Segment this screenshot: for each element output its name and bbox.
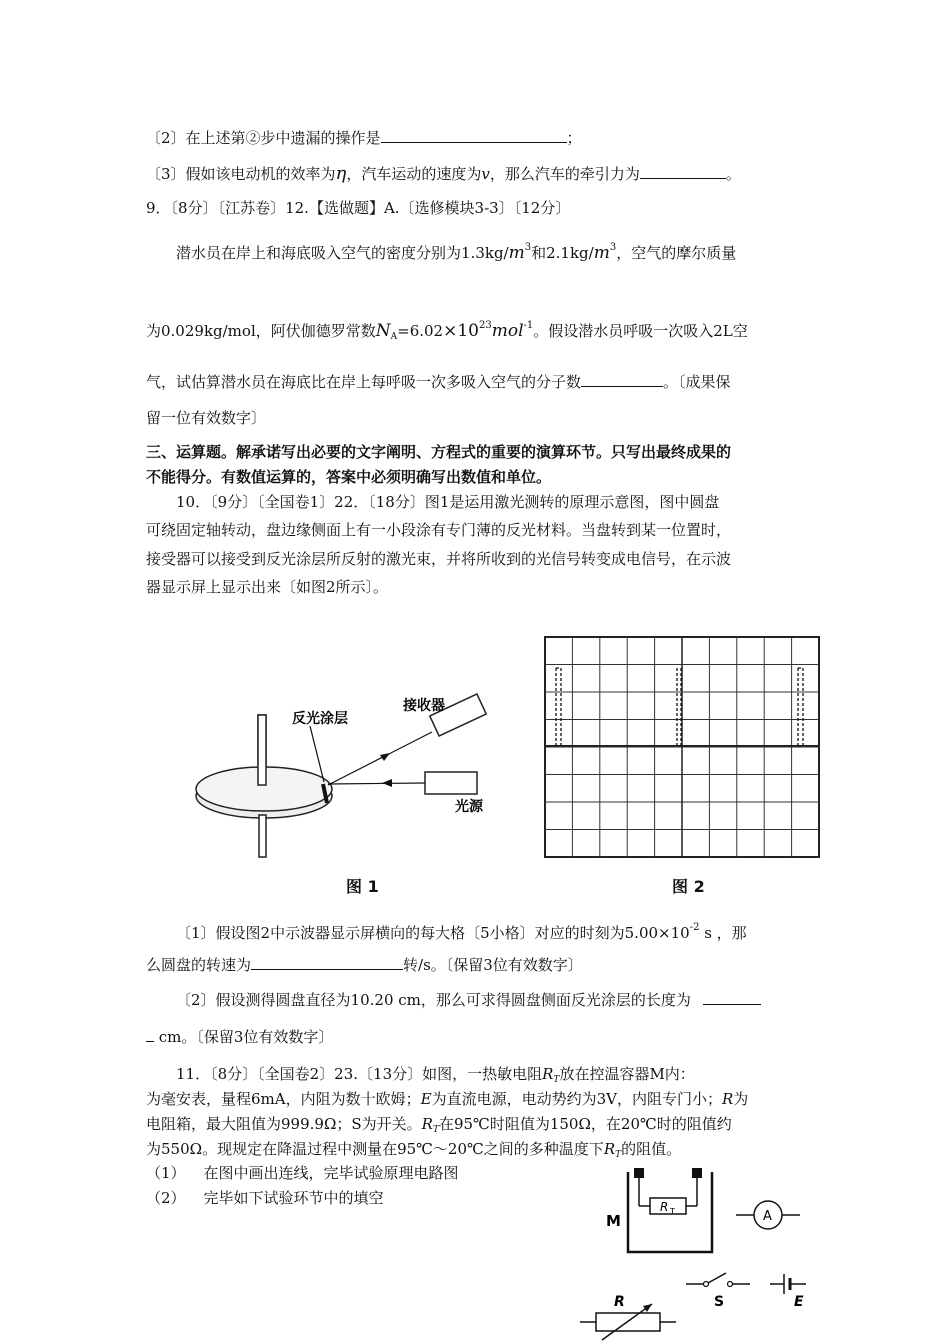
circuit-components-figure	[580, 1160, 820, 1344]
r-symbol: R	[721, 1090, 734, 1108]
label-a: A	[763, 1209, 772, 1224]
rt-symbol: R	[542, 1065, 554, 1083]
q9-line4: 留一位有效数字〕	[146, 409, 267, 427]
q10-line1: 10．〔9分〕〔全国卷1〕22．〔18分〕图1是运用激光测转的原理示意图，图中圆盘	[176, 493, 720, 511]
label-receiver: 接收器	[403, 698, 445, 714]
label-coating: 反光涂层	[292, 711, 348, 727]
q10-sub2	[176, 990, 761, 1010]
unit-mol-exp: -1	[523, 320, 534, 331]
q9-line2-a: 为0.029kg/mol，阿伏伽德罗常数	[146, 322, 376, 340]
q9-line3-end: 。〔成果保	[663, 373, 731, 391]
item2-num: （2）	[146, 1189, 186, 1207]
q8-part3-mid2: ，那么汽车的牵引力为	[489, 165, 640, 183]
axle-bottom	[259, 815, 266, 857]
q11-line4-b: 的阻值。	[621, 1140, 682, 1158]
label-rt: R	[660, 1200, 669, 1214]
q9-line1-c: ，空气的摩尔质量	[616, 244, 737, 262]
q11-line3-a: 电阻箱，最大阻值为999.9Ω；S为开关。	[146, 1115, 422, 1133]
item2-text: 完毕如下试验环节中的填空	[203, 1189, 384, 1207]
q10-sub1-cont	[146, 955, 583, 975]
q11-line4-a: 为550Ω。现规定在降温过程中测量在95℃～20℃之间的多种温度下	[146, 1140, 604, 1158]
q10-line2: 可绕固定轴转动，盘边缘侧面上有一小段涂有专门薄的反光材料。当盘转到某一位置时，	[146, 521, 732, 539]
v-symbol: v	[481, 165, 490, 183]
rotation-speed-blank[interactable]	[251, 955, 403, 970]
reflected-beam	[328, 732, 432, 785]
label-m: M	[606, 1212, 621, 1230]
label-e: E	[794, 1294, 804, 1310]
q11-line1	[176, 1064, 695, 1090]
q8-part3	[146, 164, 741, 184]
q11-line1-b: 放在控温容器M内：	[559, 1065, 695, 1083]
q10-sub2-cont	[146, 1027, 333, 1047]
q11-line3-b: 在95℃时阻值为150Ω，在20℃时的阻值约	[438, 1115, 732, 1133]
q10-sub1-a: 〔1〕假设图2中示波器显示屏横向的每大格〔5小格〕对应的时刻为5.00×10	[176, 924, 690, 942]
label-rt-sub: T	[670, 1207, 675, 1216]
switch-icon	[708, 1273, 726, 1283]
q8-part2-text: 〔2〕在上述第②步中遗漏的操作是	[146, 129, 381, 147]
q11-line3	[146, 1114, 732, 1140]
rt-symbol-2: R	[421, 1115, 433, 1133]
q9-header: 9．〔8分〕〔江苏卷〕12.【选做题】A.〔选修模块3-3〕〔12分〕	[146, 199, 571, 217]
figure1-laser-diagram	[170, 620, 530, 890]
label-source: 光源	[455, 799, 483, 815]
q8-part3-end: 。	[725, 165, 741, 183]
avogadro-symbol: N	[375, 321, 391, 341]
q9-line1-b: 和2.1kg/	[531, 244, 594, 262]
exponent-23: 23	[478, 320, 492, 331]
q8-part3-blank[interactable]	[640, 164, 726, 179]
times-ten: ×10	[443, 321, 479, 341]
unit-mol: mol	[491, 321, 524, 341]
q8-part2-blank[interactable]	[381, 128, 567, 143]
rt-sub-2: T	[432, 1125, 439, 1135]
q8-part2-end: ；	[566, 129, 582, 147]
figure1-caption: 图 1	[346, 877, 379, 896]
unit-m: m	[508, 243, 525, 263]
q10-sub2-a: 〔2〕假设测得圆盘直径为10.20 cm，那么可求得圆盘侧面反光涂层的长度为	[176, 991, 691, 1009]
eta-symbol: η	[335, 163, 347, 184]
section3-line1: 三、运算题。解承诺写出必要的文字阐明、方程式的重要的演算环节。只写出最终成果的	[146, 443, 732, 461]
avogadro-value: =6.02	[397, 322, 444, 340]
coating-length-blank-1[interactable]	[703, 990, 761, 1005]
q9-line1-a: 潜水员在岸上和海底吸入空气的密度分别为1.3kg/	[176, 244, 509, 262]
q10-sub1-d: 转/s。〔保留3位有效数字〕	[403, 956, 583, 974]
avogadro-sub: A	[390, 332, 398, 342]
light-source-box	[425, 772, 477, 794]
label-r: R	[614, 1294, 625, 1310]
rt-symbol-3: R	[603, 1140, 616, 1158]
q9-line1	[176, 238, 736, 263]
item1-text: 在图中画出连线，完毕试验原理电路图	[203, 1164, 459, 1182]
rt-sub: T	[553, 1075, 560, 1085]
q10-line4: 器显示屏上显示出来〔如图2所示〕。	[146, 578, 389, 596]
unit-exp-2: 3	[609, 242, 617, 253]
q11-line2-a: 为毫安表，量程6mA，内阻为数十欧姆；	[146, 1090, 421, 1108]
q11-line2-c: 为	[733, 1090, 749, 1108]
q9-line2-b: 。假设潜水员呼吸一次吸入2L空	[533, 322, 748, 340]
q9-answer-blank[interactable]	[581, 372, 663, 387]
e-symbol: E	[420, 1090, 432, 1108]
unit-m-2: m	[593, 243, 610, 263]
q11-line2-b: 为直流电源，电动势约为3V，内阻专门小；	[431, 1090, 722, 1108]
q10-sub1-c: 么圆盘的转速为	[146, 956, 252, 974]
q10-sub1-exp: -2	[689, 922, 700, 933]
coating-length-blank-2[interactable]	[146, 1027, 154, 1042]
incident-beam	[328, 783, 425, 784]
q8-part2	[146, 128, 582, 148]
label-s: S	[714, 1294, 725, 1310]
q11-line2	[146, 1089, 748, 1109]
q8-part3-text: 〔3〕假如该电动机的效率为	[146, 165, 336, 183]
q9-line3	[146, 372, 731, 392]
q10-sub1	[176, 918, 747, 943]
item1-num: （1）	[146, 1164, 186, 1182]
q10-line3: 接受器可以接受到反光涂层所反射的激光束，并将所收到的光信号转变成电信号，在示波	[146, 550, 732, 568]
q11-item1	[146, 1163, 459, 1183]
figure2-oscilloscope	[544, 636, 820, 858]
q9-line3-text: 气，试估算潜水员在海底比在岸上每呼吸一次多吸入空气的分子数	[146, 373, 582, 391]
q8-part3-mid: ，汽车运动的速度为	[346, 165, 482, 183]
q11-item2	[146, 1188, 384, 1208]
q9-line2	[146, 316, 748, 347]
rt-sub-3: T	[615, 1150, 622, 1160]
q10-sub1-b: s ，那	[699, 924, 747, 942]
q10-sub2-b: cm。〔保留3位有效数字〕	[154, 1028, 334, 1046]
q11-line1-a: 11．〔8分〕〔全国卷2〕23.〔13分〕如图，一热敏电阻	[176, 1065, 543, 1083]
unit-exp: 3	[524, 242, 532, 253]
section3-line2: 不能得分。有数值运算的，答案中必须明确写出数值和单位。	[146, 468, 552, 486]
figure2-caption: 图 2	[672, 877, 705, 896]
